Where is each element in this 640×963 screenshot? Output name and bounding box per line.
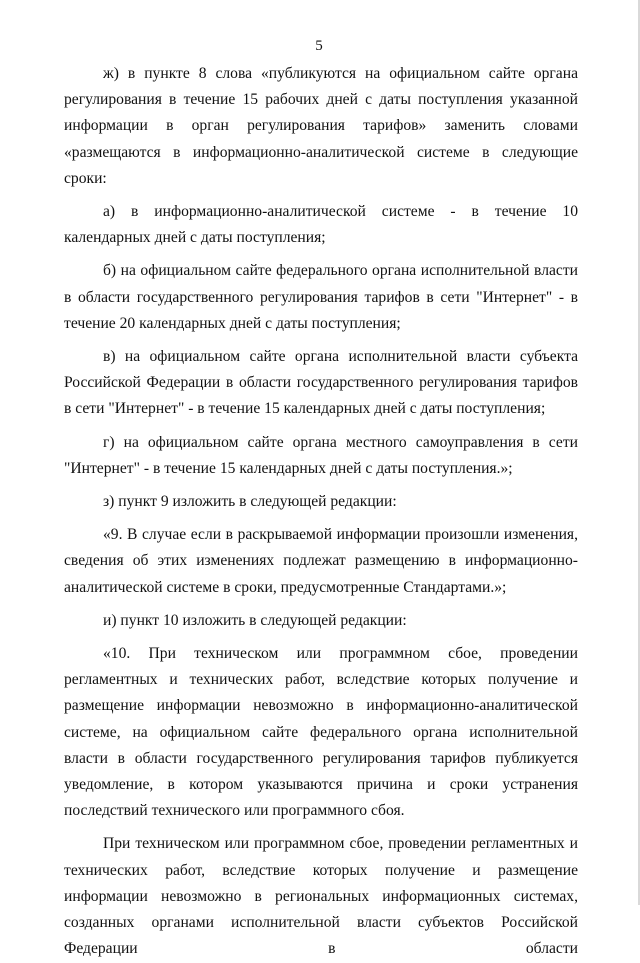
document-body [64, 61, 578, 963]
page-number: 5 [315, 38, 323, 54]
paragraph-regional-systems: При техническом или программном сбое, проведении регламентных и технических работ, вследствие которых получение и размещение информации невозможно в региональных информационных системах, созданных органами исполнительной власти субъектов Российской Федерации в области [64, 835, 578, 958]
paragraph-a-ias-deadline: а) в информационно-аналитической системе - в течение 10 календарных дней с даты поступления; [64, 203, 578, 247]
paragraph-v-regional-site-deadline: в) на официальном сайте органа исполнительной власти субъекта Российской Федерации в области государственного регулирования тарифов в сети "Интернет" - в течение 15 календарных дней с даты поступления; [64, 348, 578, 418]
paragraph-zh-item-8: ж) в пункте 8 слова «публикуются на официальном сайте органа регулирования в течение 15 рабочих дней с даты поступления указанной информации в орган регулирования тарифов» заменить словами «размещаются в информационно-аналитической системе в следующие сроки: [64, 65, 578, 187]
paragraph-b-federal-site-deadline: б) на официальном сайте федерального органа исполнительной власти в области государственного регулирования тарифов в сети "Интернет" - в течение 20 календарных дней с даты поступления; [64, 262, 578, 332]
paragraph-g-municipal-site-deadline: г) на официальном сайте органа местного самоуправления в сети "Интернет" - в течение 15 календарных дней с даты поступления.»; [64, 433, 578, 477]
paragraph-z-item-9: з) пункт 9 изложить в следующей редакции: [103, 493, 397, 511]
paragraph-item-10-text: «10. При техническом или программном сбое, проведении регламентных и технических работ, вследствие которых получение и размещение информации невозможно в информационно-аналитической системе, на официальном сайте федерального органа исполнительной власти в области государственного регулирования тарифов публикуется уведомление, в котором указываются причина и сроки устранения последствий технического или программного сбоя. [64, 645, 578, 820]
paragraph-item-9-text: «9. В случае если в раскрываемой информации произошли изменения, сведения об этих изменениях подлежат размещению в информационно-аналитической системе в сроки, предусмотренные Стандартами.»; [64, 526, 578, 596]
paragraph-i-item-10: и) пункт 10 изложить в следующей редакции: [103, 611, 407, 629]
